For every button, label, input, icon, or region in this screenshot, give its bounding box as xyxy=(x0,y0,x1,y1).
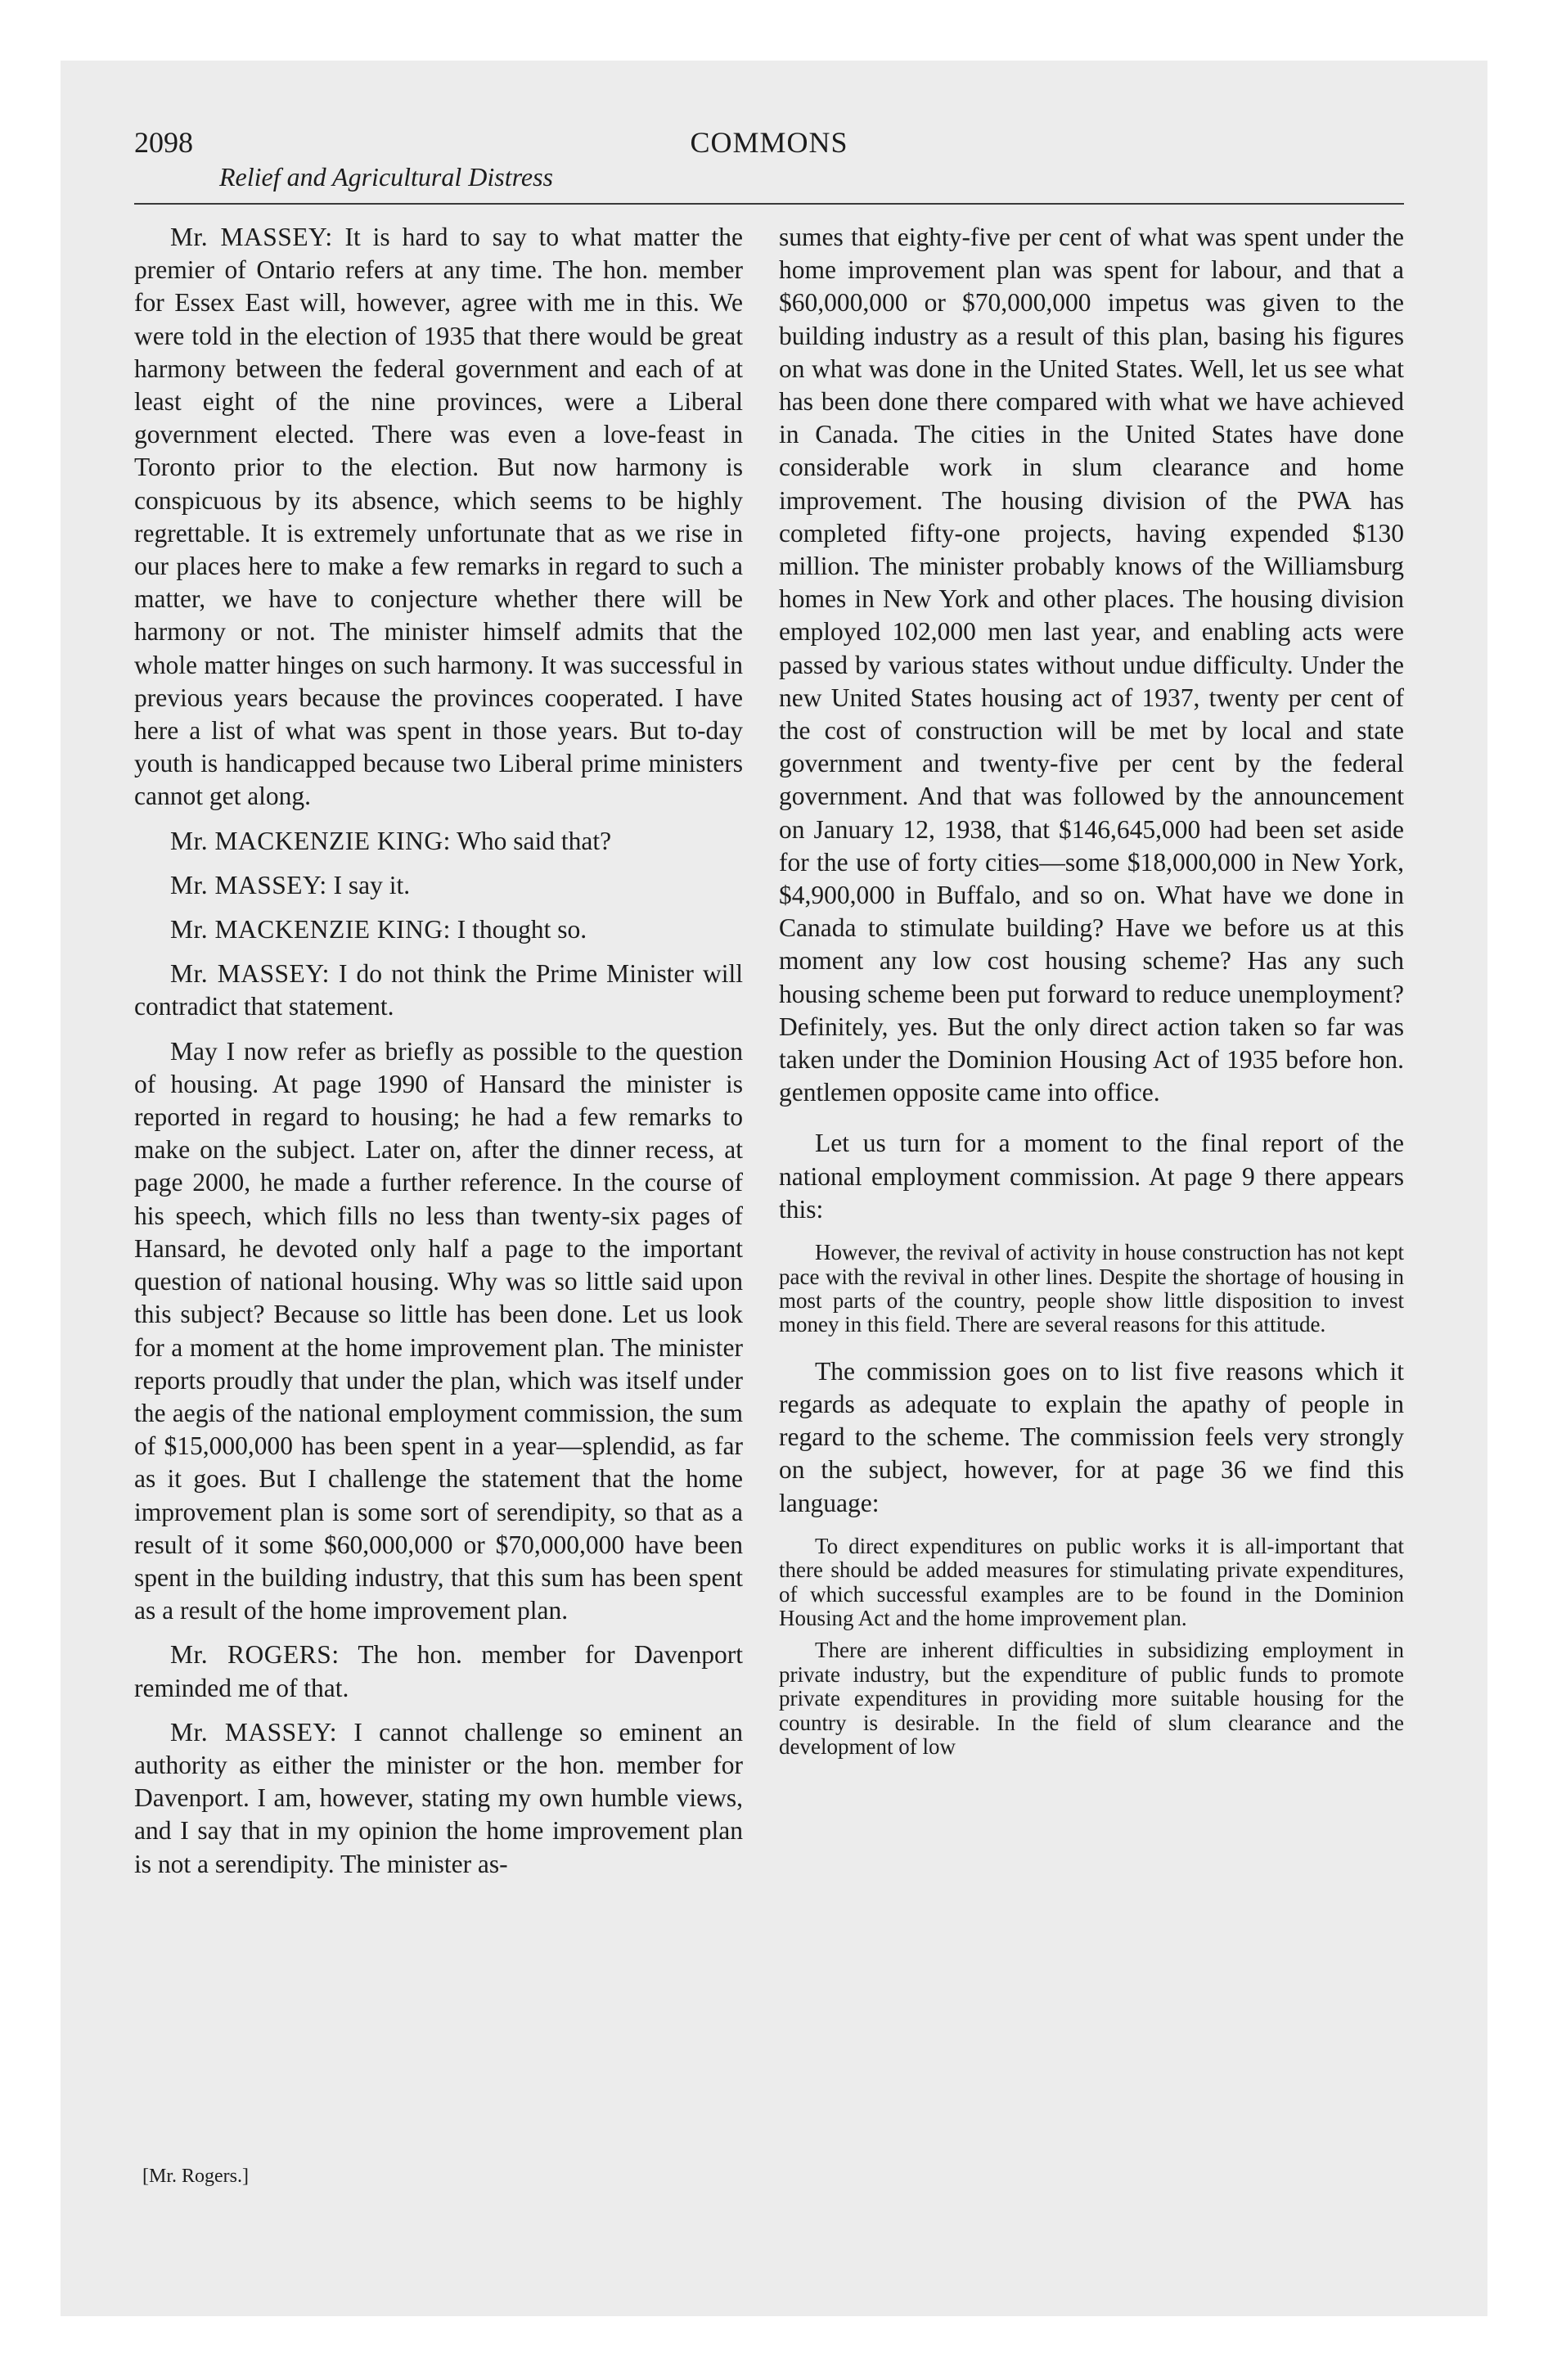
speech-text: The hon. member for Davenport reminded me of that. xyxy=(134,1640,743,1702)
paragraph: The commission goes on to list five reasons which it regards as adequate to explain the apathy of people in regard to the scheme. The commission feels very strongly on the subject, however, for at page 36 we find this language: xyxy=(779,1356,1404,1517)
paragraph xyxy=(134,825,743,858)
speaker-name: Mr. MASSEY: xyxy=(170,1717,338,1747)
speaker-name: Mr. MACKENZIE KING: xyxy=(170,826,451,855)
paragraph: Let us turn for a moment to the final report of the national employment commission. At page 9 there appears this: xyxy=(779,1129,1404,1224)
page-footer: [Mr. Rogers.] xyxy=(142,2166,249,2187)
block-quote: There are inherent difficulties in subsidizing employment in private industry, but the expenditure of public funds to promote private expenditures in providing more suitable housing for the country is desirable. In the field of slum clearance and the development of low xyxy=(779,1638,1404,1759)
page-header xyxy=(134,126,1404,205)
header-rule xyxy=(134,203,1404,205)
speech-text: I cannot challenge so eminent an authority as either the minister or the hon. member for Davenport. I am, however, stating my own humble views, and I say that in my opinion the home improvement plan is not a serendipity. The minister as- xyxy=(134,1717,744,1878)
paragraph xyxy=(134,958,743,1023)
speaker-name: Mr. MACKENZIE KING: xyxy=(170,915,451,944)
paragraph xyxy=(134,913,743,946)
speaker-name: Mr. MASSEY: xyxy=(170,959,330,989)
speech-text: I do not think the Prime Minister will contradict that statement. xyxy=(134,959,744,1021)
paragraph xyxy=(134,221,743,814)
speech-text: I thought so. xyxy=(450,915,587,944)
paragraph: sumes that eighty-five per cent of what was spent under the home improvement plan was spent for labour, and that a $60,000,000 or $70,000,000 impetus was given to the building industry as a result of this plan, basing his figures on what was done in the United States. Well, let us see what has been done there compared with what we have achieved in Canada. The cities in the United States have done considerable work in slum clearance and home improvement. The housing division of the PWA has completed fifty-one projects, having expended $130 million. The minister probably knows of the Williamsburg homes in New York and other places. The housing division employed 102,000 men last year, and enabling acts were passed by various states without undue difficulty. Under the new United States housing act of 1937, twenty per cent of the cost of construction will be met by local and state government and twenty-five per cent by the federal government. And that was followed by the announcement on January 12, 1938, that $146,645,000 had been set aside for the use of forty cities—some $18,000,000 in New York, $4,900,000 in Buffalo, and so on. What have we done in Canada to stimulate building? Have we before us at this moment any low cost housing scheme? Has any such housing scheme been put forward to reduce unemployment? Definitely, yes. But the only direct action taken so far was taken under the Dominion Housing Act of 1935 before hon. gentlemen opposite came into office. xyxy=(779,223,1404,1107)
paragraph xyxy=(134,1639,743,1704)
right-column xyxy=(779,221,1404,1759)
paragraph xyxy=(134,869,743,902)
paragraph xyxy=(134,1035,743,1628)
running-title: COMMONS xyxy=(690,126,848,159)
section-subtitle: Relief and Agricultural Distress xyxy=(219,162,553,192)
page-number: 2098 xyxy=(134,126,193,159)
speech-text: It is hard to say to what matter the premier of Ontario refers at any time. The hon. member for Essex East will, however, agree with me in this. We were told in the election of 1935 that there would be great harmony between the federal government and each of at least eight of the nine provinces, were a Liberal government elected. There was even a love-feast in Toronto prior to the election. But now harmony is conspicuous by its absence, which seems to be highly regrettable. It is extremely unfortunate that as we rise in our places here to make a few remarks in regard to such a matter, we have to conjecture whether there will be harmony or not. The minister himself admits that the whole matter hinges on such harmony. It was successful in previous years because the provinces cooperated. I have here a list of what was spent in those years. But to-day youth is handicapped because two Liberal prime ministers cannot get along. xyxy=(134,223,744,811)
block-quote: However, the revival of activity in house construction has not kept pace with the revival in other lines. Despite the shortage of housing in most parts of the country, people show little disposition to invest money in this field. There are several reasons for this attitude. xyxy=(779,1240,1404,1337)
paragraph xyxy=(134,1716,743,1881)
left-column xyxy=(134,221,743,1881)
speaker-name: Mr. MASSEY: xyxy=(170,870,327,899)
speaker-name: Mr. MASSEY: xyxy=(170,223,333,251)
speech-text: I say it. xyxy=(326,870,411,899)
speaker-name: Mr. ROGERS: xyxy=(170,1640,340,1670)
speech-text: May I now refer as briefly as possible to the question of housing. At page 1990 of Hansard the minister is reported in regard to housing; he had a few remarks to make on the subject. Later on, after the dinner recess, at page 2000, he made a further reference. In the course of his speech, which fills no less than twenty-six pages of Hansard, he devoted only half a page to the important question of national housing. Why was so little said upon this subject? Because so little has been done. Let us look for a moment at the home improvement plan. The minister reports proudly that under the plan, which was itself under the aegis of the national employment commission, the sum of $15,000,000 has been spent in a year—splendid, as far as it goes. But I challenge the statement that the home improvement plan is some sort of serendipity, so that as a result of it some $60,000,000 or $70,000,000 have been spent in the building industry, that this sum has been spent as a result of the home improvement plan. xyxy=(134,1036,743,1625)
block-quote: To direct expenditures on public works it is all-important that there should be added measures for stimulating private expenditures, of which successful examples are to be found in the Dominion Housing Act and the home improvement plan. xyxy=(779,1533,1404,1630)
speech-text: Who said that? xyxy=(450,826,612,855)
